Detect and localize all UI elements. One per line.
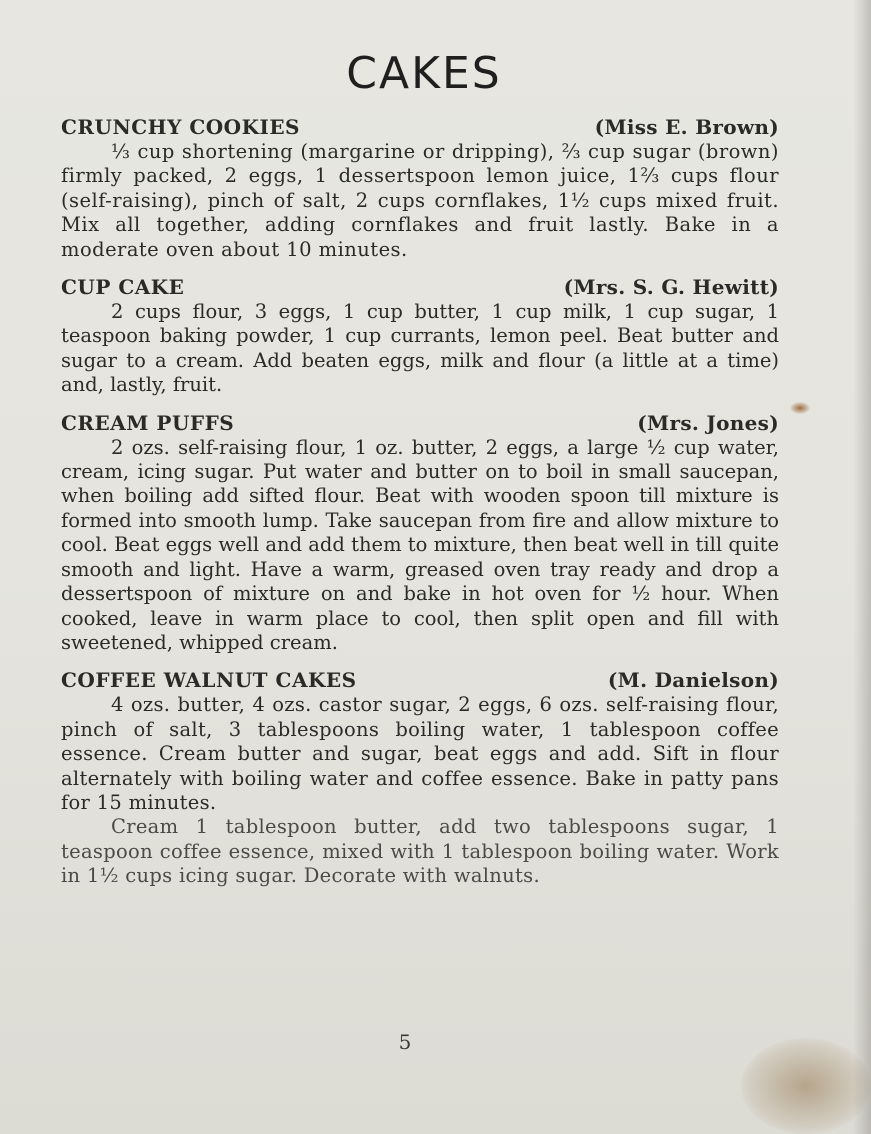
recipe-author: (Mrs. Jones) — [637, 410, 779, 435]
recipe-author: (Mrs. S. G. Hewitt) — [563, 275, 779, 300]
recipe-text: 4 ozs. butter, 4 ozs. castor sugar, 2 eggs, 6 ozs. self-raising flour, pinch of salt, 3 tablespoons boiling water, 1 tablespoon coffee essence. Cream butter and sugar, beat eggs and add. Sift in flour alternately with boiling water and coffee essence. Bake in patty pans for 15 minutes. — [61, 693, 779, 814]
page-edge-shadow — [853, 0, 871, 1134]
recipe-header — [61, 274, 779, 300]
recipe-text: 2 ozs. self-raising flour, 1 oz. butter, 2 eggs, a large ½ cup water, cream, icing sugar. Put water and butter on to boil in small saucepan, when boiling add sifted flour. Beat with wooden spoon till mixture is formed into smooth lump. Take saucepan from fire and allow mixture to cool. Beat eggs well and add them to mixture, then beat well in till quite smooth and light. Have a warm, greased oven tray ready and drop a dessertspoon of mixture on and bake in hot oven for ½ hour. When cooked, leave in warm place to cool, then split open and fill with sweetened, whipped cream. — [61, 435, 779, 654]
recipe-text-icing: Cream 1 tablespoon butter, add two tablespoons sugar, 1 teaspoon coffee essence, mixed with 1 tablespoon boiling water. Work in 1½ cups icing sugar. Decorate with walnuts. — [61, 815, 779, 888]
recipe-crunchy-cookies — [61, 114, 779, 262]
recipe-header — [61, 410, 779, 436]
recipe-name: CRUNCHY COOKIES — [61, 115, 301, 139]
recipe-name: CUP CAKE — [61, 275, 185, 300]
recipe-name: CREAM PUFFS — [61, 410, 235, 435]
recipe-coffee-walnut-cakes — [61, 667, 779, 888]
recipe-author: (Miss E. Brown) — [594, 115, 779, 139]
recipe-header — [61, 667, 779, 693]
ink-spot — [790, 402, 810, 414]
page-number: 5 — [398, 1030, 412, 1054]
recipe-header — [61, 114, 779, 140]
recipe-text: ⅓ cup shortening (margarine or dripping), ⅔ cup sugar (brown) firmly packed, 2 eggs, 1 dessertspoon lemon juice, 1⅔ cups flour (self-raising), pinch of salt, 2 cups cornflakes, 1½ cups mixed fruit. Mix all together, adding cornflakes and fruit lastly. Bake in a moderate oven about 10 minutes. — [61, 140, 779, 261]
page-title: CAKES — [346, 48, 502, 99]
recipe-text: 2 cups flour, 3 eggs, 1 cup butter, 1 cup milk, 1 cup sugar, 1 teaspoon baking powder, 1 cup currants, lemon peel. Beat butter and sugar to a cream. Add beaten eggs, milk and flour (a little at a time) and, lastly, fruit. — [61, 300, 779, 397]
recipe-list — [61, 114, 779, 901]
recipe-name: COFFEE WALNUT CAKES — [61, 668, 357, 693]
recipe-cup-cake — [61, 274, 779, 398]
recipe-cream-puffs — [61, 410, 779, 656]
recipe-author: (M. Danielson) — [607, 668, 779, 693]
